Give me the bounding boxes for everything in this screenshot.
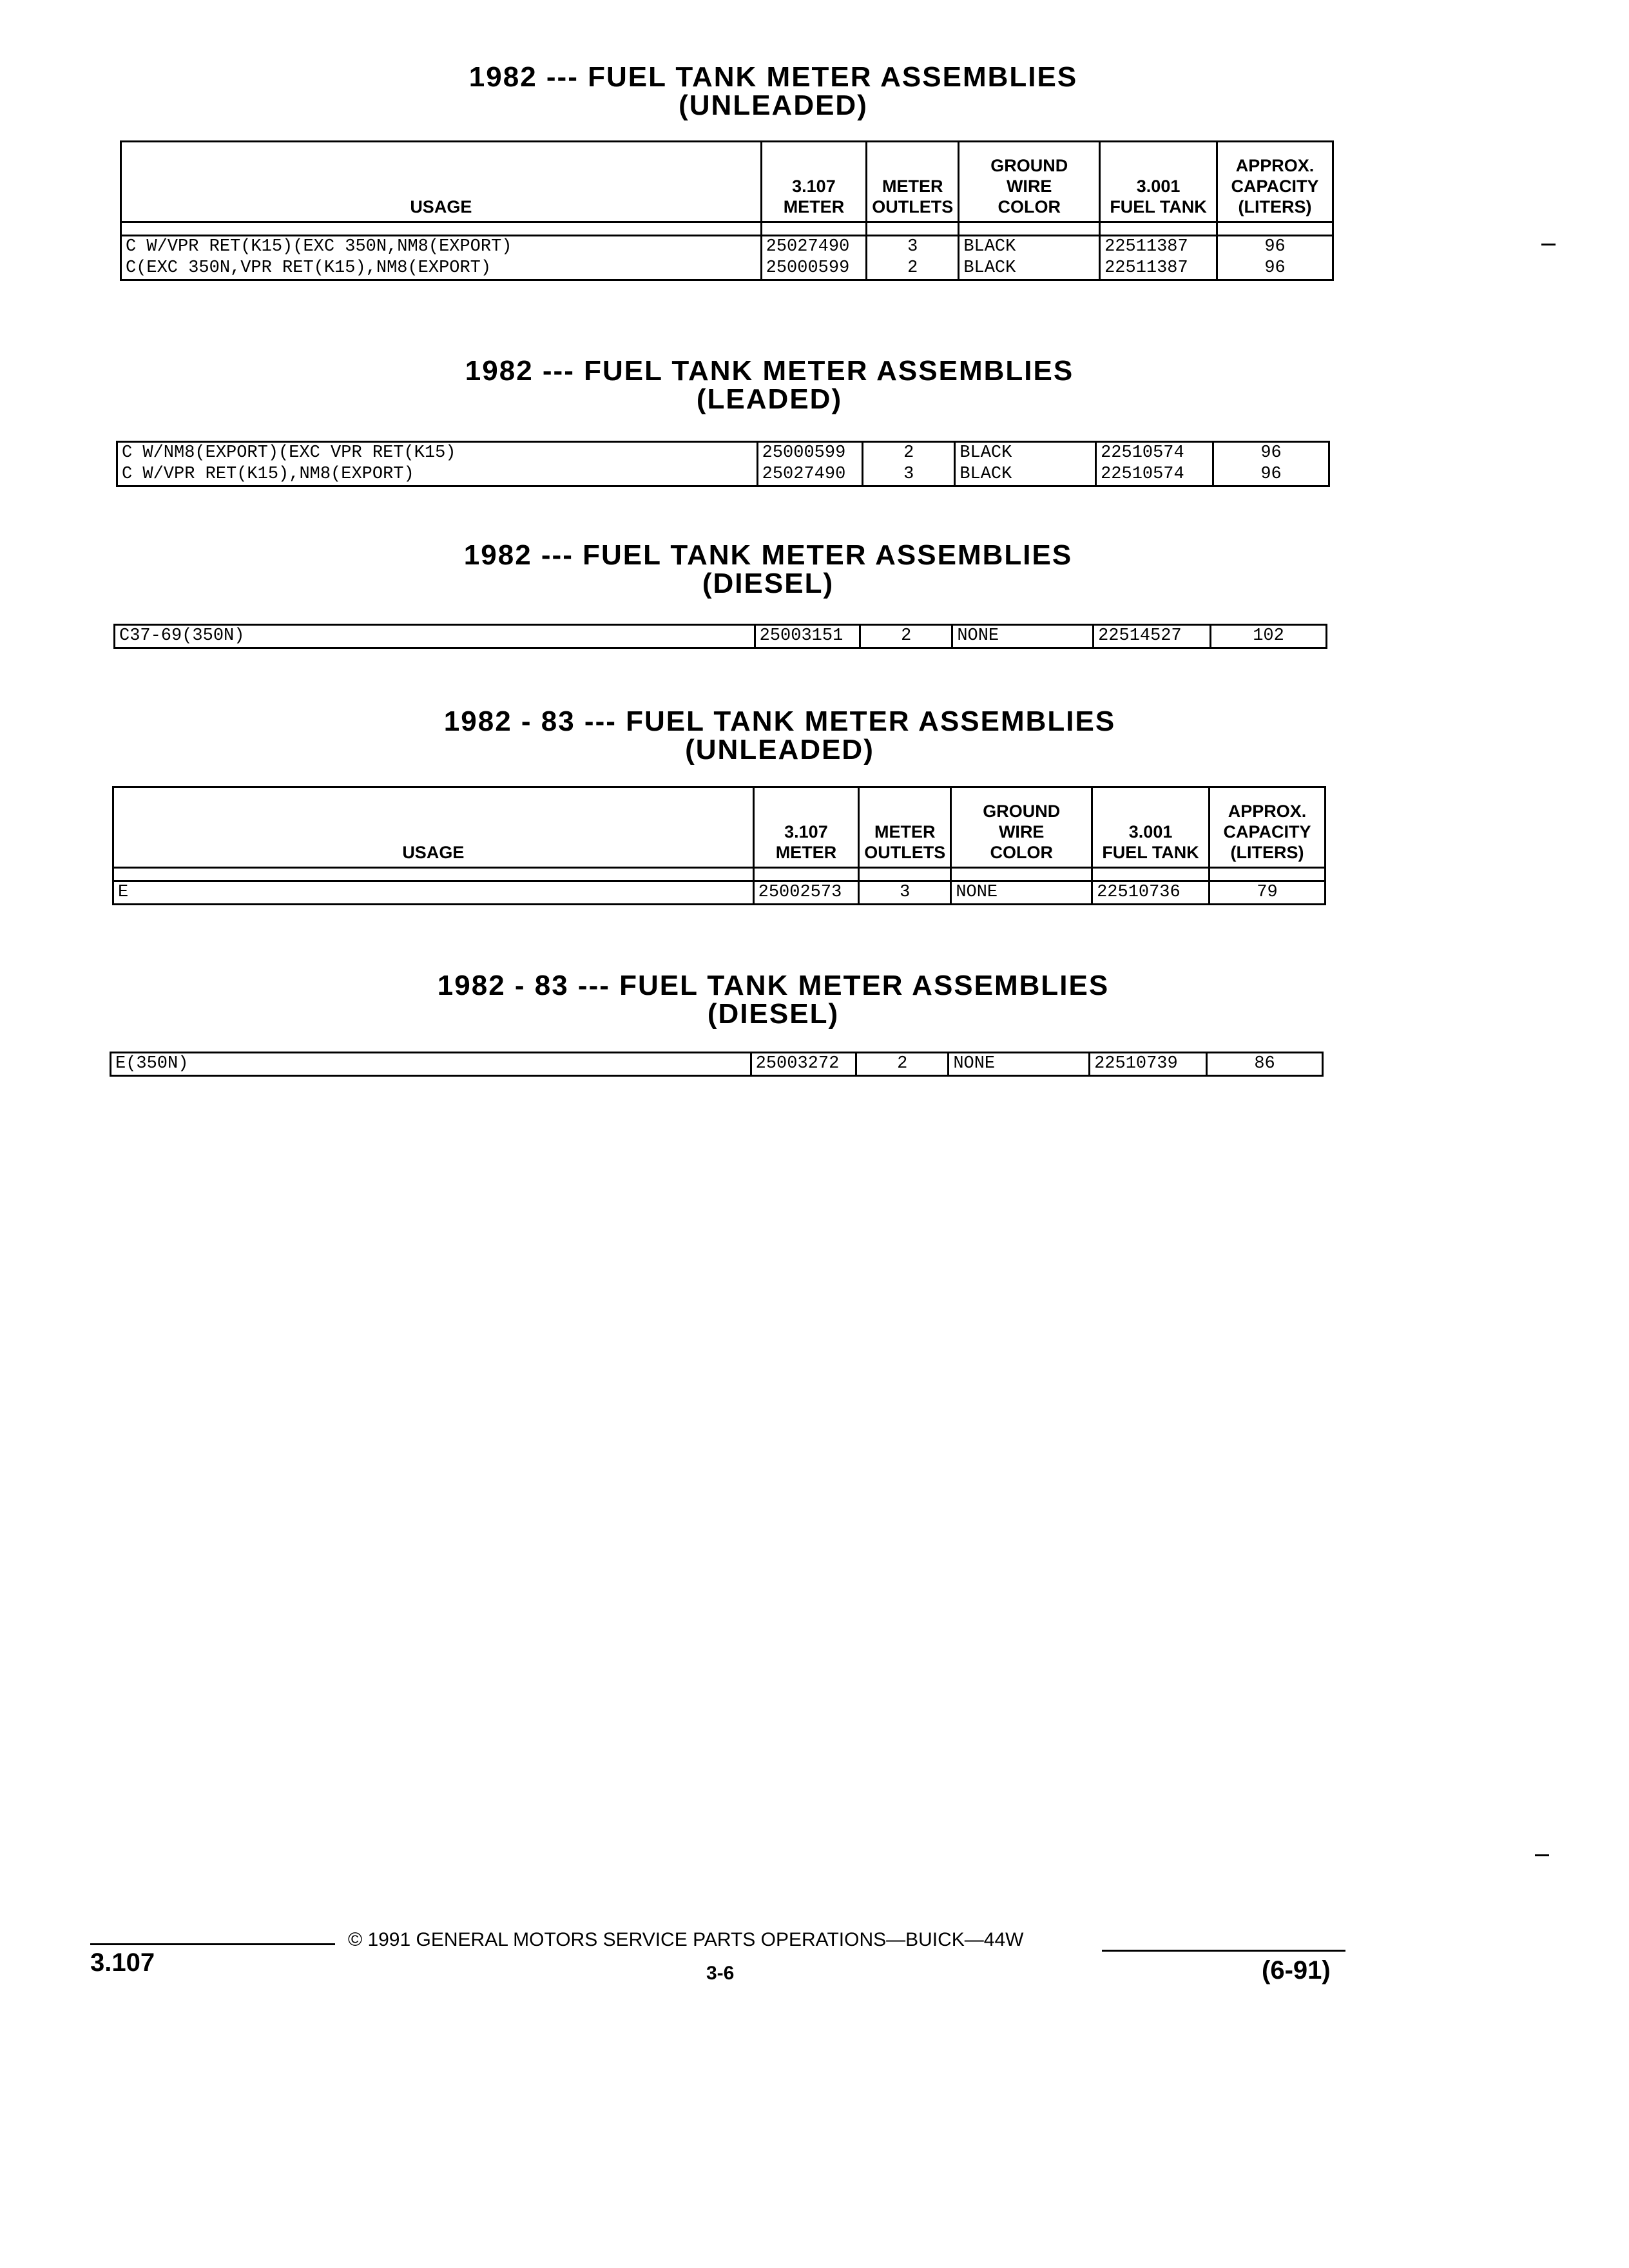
wire-color-cell: NONE (949, 1053, 1090, 1076)
usage-header: USAGE (121, 142, 762, 222)
footer-page-number: 3-6 (706, 1963, 735, 1984)
footer-rule-left (90, 1943, 335, 1945)
section-title-line1: 1982 --- FUEL TANK METER ASSEMBLIES (465, 355, 1074, 387)
section-title-line2: (UNLEADED) (685, 734, 874, 765)
capacity-cell: 86 (1207, 1053, 1323, 1076)
fuel-tank-cell: 22511387 22511387 (1100, 236, 1217, 280)
parts-table (110, 1052, 1324, 1077)
table-header-row (121, 142, 1333, 222)
section-title-line2: (DIESEL) (707, 998, 840, 1030)
wire-color-cell: BLACK BLACK (955, 442, 1096, 486)
footer-rule-right (1102, 1950, 1345, 1952)
footer-copyright: © 1991 GENERAL MOTORS SERVICE PARTS OPERATIONS—BUICK—44W (348, 1929, 1024, 1950)
section-title (322, 63, 1224, 120)
meter-header: 3.107 METER (753, 787, 859, 868)
header-spacer-row (113, 868, 1325, 881)
footer-date-code: (6-91) (1262, 1956, 1331, 1984)
fuel-tank-cell: 22510574 22510574 (1096, 442, 1213, 486)
wire-color-header: GROUND WIRE COLOR (959, 142, 1100, 222)
fuel-tank-cell: 22510736 (1092, 881, 1210, 905)
outlets-header: METER OUTLETS (867, 142, 959, 222)
footer-section-number: 3.107 (90, 1948, 155, 1977)
section-title (290, 972, 1257, 1028)
usage-cell: C W/VPR RET(K15)(EXC 350N,NM8(EXPORT) C(EXC 350N,VPR RET(K15),NM8(EXPORT) (121, 236, 762, 280)
capacity-cell: 79 (1210, 881, 1325, 905)
table-row (117, 442, 1329, 486)
header-spacer-row (121, 222, 1333, 236)
fuel-tank-header: 3.001 FUEL TANK (1092, 787, 1210, 868)
usage-cell: E(350N) (111, 1053, 751, 1076)
meter-cell: 25027490 25000599 (761, 236, 867, 280)
margin-mark (1541, 244, 1556, 245)
outlets-cell: 2 (860, 625, 952, 648)
section-title-line1: 1982 --- FUEL TANK METER ASSEMBLIES (463, 539, 1073, 571)
table-row (111, 1053, 1323, 1076)
outlets-cell: 3 (859, 881, 951, 905)
fuel-tank-header: 3.001 FUEL TANK (1100, 142, 1217, 222)
capacity-cell: 96 96 (1217, 236, 1333, 280)
section-title-line2: (UNLEADED) (679, 90, 868, 121)
meter-cell: 25003151 (755, 625, 860, 648)
outlets-cell: 2 3 (863, 442, 955, 486)
table-header-row (113, 787, 1325, 868)
section-title-line2: (DIESEL) (702, 568, 834, 599)
usage-header: USAGE (113, 787, 754, 868)
meter-cell: 25003272 (751, 1053, 856, 1076)
meter-cell: 25002573 (753, 881, 859, 905)
capacity-header: APPROX. CAPACITY (LITERS) (1210, 787, 1325, 868)
table-row (121, 236, 1333, 280)
outlets-cell: 3 2 (867, 236, 959, 280)
capacity-cell: 96 96 (1213, 442, 1329, 486)
parts-table (116, 441, 1330, 487)
table-row (113, 881, 1325, 905)
section-title-line1: 1982 --- FUEL TANK METER ASSEMBLIES (468, 61, 1078, 93)
wire-color-cell: NONE (951, 881, 1092, 905)
usage-cell: C37-69(350N) (115, 625, 755, 648)
capacity-cell: 102 (1211, 625, 1327, 648)
parts-table (112, 786, 1326, 905)
wire-color-cell: NONE (952, 625, 1094, 648)
meter-cell: 25000599 25027490 (757, 442, 863, 486)
fuel-tank-cell: 22514527 (1094, 625, 1211, 648)
wire-color-cell: BLACK BLACK (959, 236, 1100, 280)
fuel-tank-cell: 22510739 (1090, 1053, 1207, 1076)
capacity-header: APPROX. CAPACITY (LITERS) (1217, 142, 1333, 222)
parts-table (120, 140, 1334, 281)
table-row (115, 625, 1327, 648)
margin-mark (1535, 1854, 1549, 1856)
outlets-cell: 2 (856, 1053, 949, 1076)
section-title (317, 541, 1219, 598)
outlets-header: METER OUTLETS (859, 787, 951, 868)
wire-color-header: GROUND WIRE COLOR (951, 787, 1092, 868)
section-title-line2: (LEADED) (696, 383, 843, 415)
parts-table (113, 624, 1327, 649)
section-title (318, 357, 1220, 414)
section-title-line1: 1982 - 83 --- FUEL TANK METER ASSEMBLIES (443, 706, 1116, 737)
usage-cell: E (113, 881, 754, 905)
usage-cell: C W/NM8(EXPORT)(EXC VPR RET(K15) C W/VPR RET(K15),NM8(EXPORT) (117, 442, 758, 486)
section-title (296, 707, 1263, 764)
section-title-line1: 1982 - 83 --- FUEL TANK METER ASSEMBLIES (437, 970, 1110, 1001)
meter-header: 3.107 METER (761, 142, 867, 222)
